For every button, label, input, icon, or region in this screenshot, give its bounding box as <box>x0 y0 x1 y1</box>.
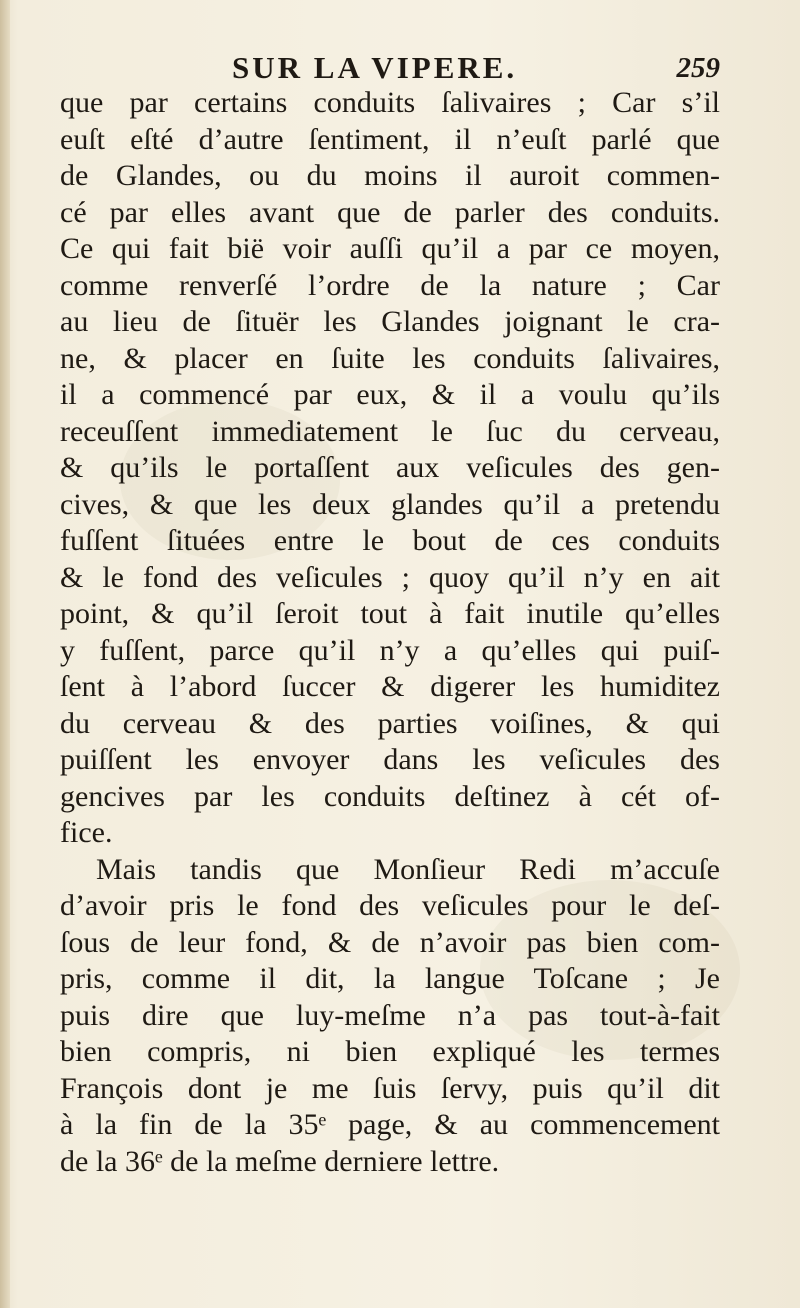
text-line: de la 36ᵉ de la meſme derniere lettre. <box>60 1144 500 1178</box>
running-title: SUR LA VIPERE. <box>232 50 518 85</box>
text-line: au lieu de ſituër les Glandes joignant le cra- <box>60 305 720 338</box>
page-gutter <box>0 0 10 1308</box>
paragraph <box>60 852 720 1181</box>
text-line: receuſſent immediatement le ſuc du cerveau, <box>60 414 720 448</box>
paragraph <box>60 85 720 852</box>
text-line: point, & qu’il ſeroit tout à fait inutile qu’elles <box>60 597 720 630</box>
text-line: cives, & que les deux glandes qu’il a pretendu <box>60 487 720 521</box>
text-line: puiſſent les envoyer dans les veſicules des <box>60 743 720 776</box>
text-line: Mais tandis que Monſieur Redi m’accuſe <box>96 852 720 886</box>
text-line: à la fin de la 35ᵉ page, & au commencement <box>60 1108 720 1141</box>
text-line: & le fond des veſicules ; quoy qu’il n’y en ait <box>60 560 720 594</box>
text-line: cé par elles avant que de parler des conduits. <box>60 195 720 229</box>
text-line: ſent à l’abord ſuccer & digerer les humiditez <box>60 670 720 703</box>
text-line: il a commencé par eux, & il a voulu qu’ils <box>60 378 720 411</box>
text-line: bien compris, ni bien expliqué les termes <box>60 1035 720 1068</box>
text-line: ſous de leur fond, & de n’avoir pas bien com- <box>60 925 720 959</box>
text-line: pris, comme il dit, la langue Toſcane ; Je <box>60 962 720 995</box>
text-line: fuſſent ſituées entre le bout de ces conduits <box>60 524 720 557</box>
text-line: d’avoir pris le fond des veſicules pour le deſ- <box>60 889 720 922</box>
text-line: comme renverſé l’ordre de la nature ; Car <box>60 268 720 302</box>
text-line: Ce qui fait bië voir auſſi qu’il a par ce moyen, <box>60 232 720 265</box>
text-line: y fuſſent, parce qu’il n’y a qu’elles qui puiſ- <box>60 633 720 667</box>
text-line: François dont je me ſuis ſervy, puis qu’il dit <box>60 1071 720 1105</box>
text-line: gencives par les conduits deſtinez à cét of- <box>60 779 720 813</box>
page-number: 259 <box>676 52 720 84</box>
text-line: du cerveau & des parties voiſines, & qui <box>60 706 720 740</box>
running-head <box>70 50 720 90</box>
text-line: puis dire que luy-meſme n’a pas tout-à-fait <box>60 998 720 1032</box>
text-line: de Glandes, ou du moins il auroit commen- <box>60 159 720 192</box>
text-line: que par certains conduits ſalivaires ; Car s’il <box>60 86 720 119</box>
text-line: fice. <box>60 816 113 849</box>
body-text <box>60 85 720 1180</box>
text-line: & qu’ils le portaſſent aux veſicules des gen- <box>60 451 720 484</box>
text-line: euſt eſté d’autre ſentiment, il n’euſt parlé que <box>60 122 720 156</box>
text-line: ne, & placer en ſuite les conduits ſalivaires, <box>60 341 720 375</box>
